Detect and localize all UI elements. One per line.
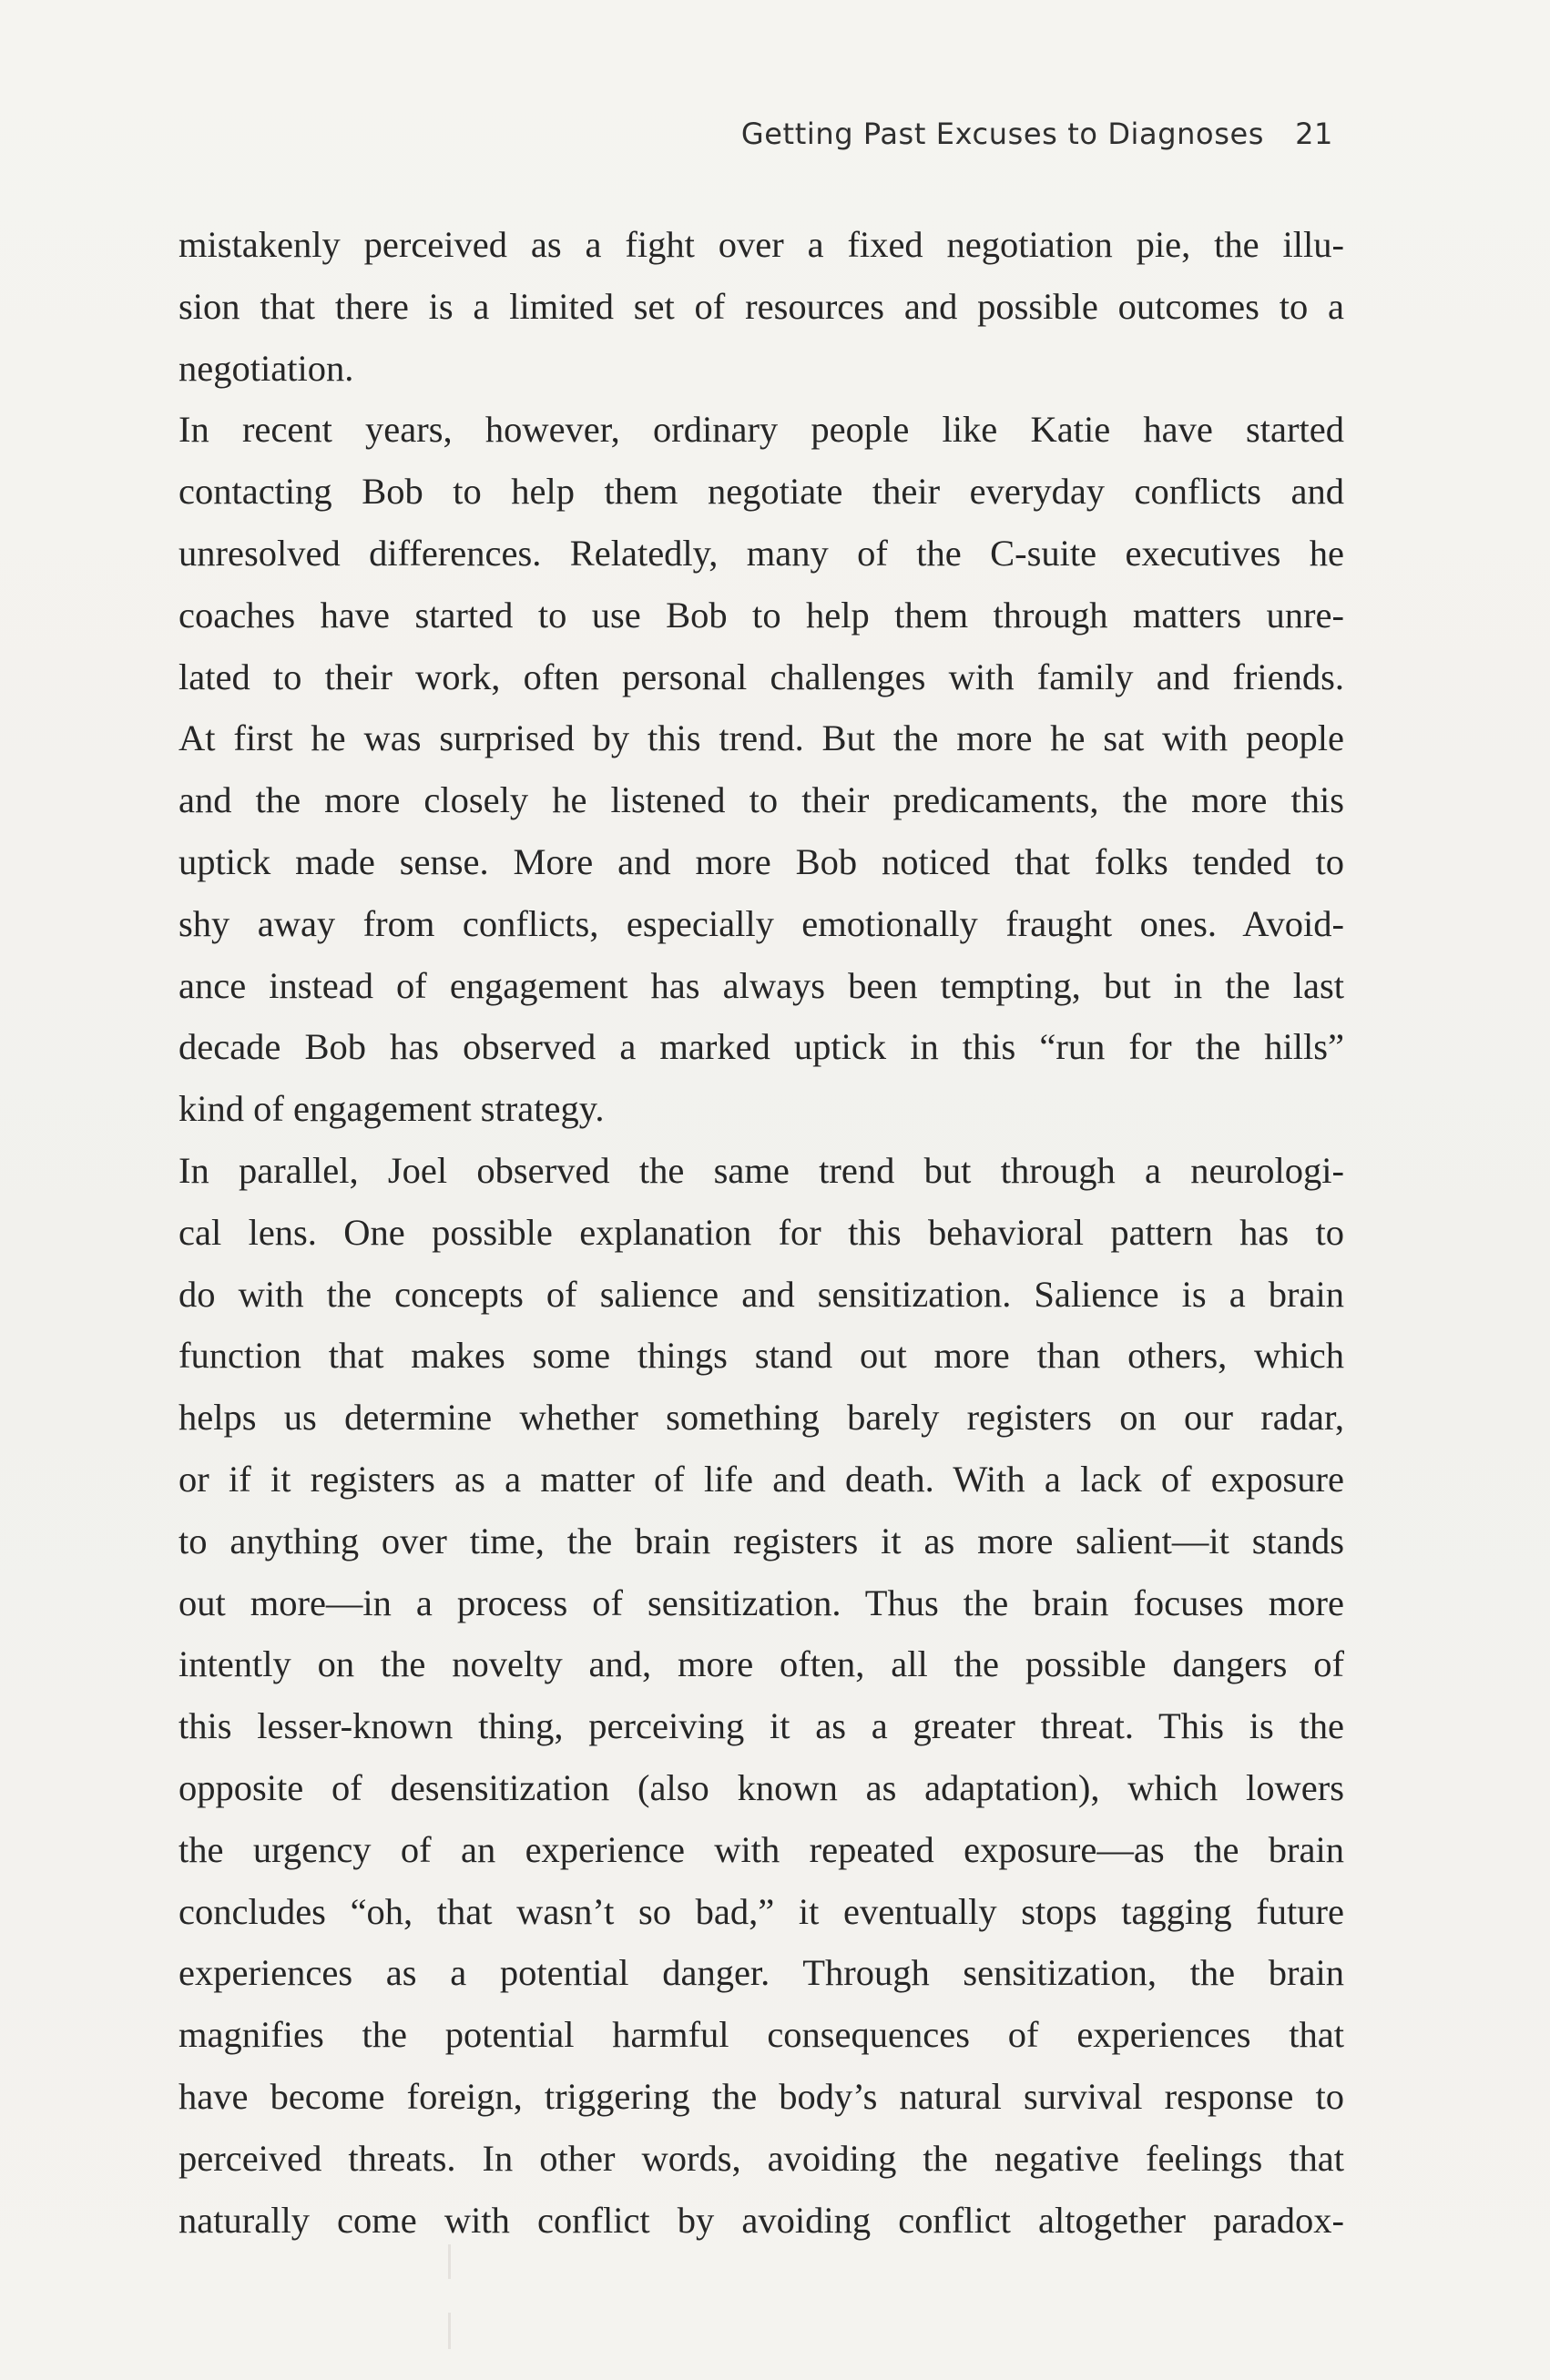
text-line: In recent years, however, ordinary people like Katie have started (178, 409, 1344, 451)
text-line: coaches have started to use Bob to help them through matters unre- (178, 594, 1344, 636)
text-line: decade Bob has observed a marked uptick in this “run for the hills” (178, 1026, 1344, 1068)
text-line: the urgency of an experience with repeated exposure—as the brain (178, 1828, 1344, 1870)
text-line: opposite of desensitization (also known as adaptation), which lowers (178, 1766, 1344, 1808)
text-line: shy away from conflicts, especially emotionally fraught ones. Avoid- (178, 902, 1344, 944)
text-line: contacting Bob to help them negotiate their everyday conflicts and (178, 471, 1344, 513)
running-head-title: Getting Past Excuses to Diagnoses (740, 117, 1265, 151)
text-line: lated to their work, often personal challenges with family and friends. (178, 656, 1344, 697)
body-text (178, 214, 1344, 2251)
text-line: have become foreign, triggering the body’s natural survival response to (178, 2075, 1344, 2117)
text-line: cal lens. One possible explanation for this behavioral pattern has to (178, 1211, 1344, 1253)
text-line: mistakenly perceived as a fight over a fixed negotiation pie, the illu- (178, 224, 1344, 265)
text-line: out more—in a process of sensitization. Thus the brain focuses more (178, 1582, 1344, 1623)
text-line: magnifies the potential harmful consequences of experiences that (178, 2014, 1344, 2056)
page-number: 21 (1295, 117, 1333, 151)
text-line: this lesser-known thing, perceiving it as a greater threat. This is the (178, 1705, 1344, 1747)
text-line: In parallel, Joel observed the same trend but through a neurologi- (178, 1149, 1344, 1191)
text-line: function that makes some things stand out more than others, which (178, 1335, 1344, 1377)
text-line: concludes “oh, that wasn’t so bad,” it eventually stops tagging future (178, 1890, 1344, 1932)
paper-blemish (448, 2244, 451, 2279)
text-line: or if it registers as a matter of life and death. With a lack of exposure (178, 1458, 1344, 1500)
paper-blemish (448, 2313, 451, 2349)
text-line: negotiation. (178, 347, 354, 389)
text-line: intently on the novelty and, more often, all the possible dangers of (178, 1643, 1344, 1685)
text-line: kind of engagement strategy. (178, 1088, 605, 1130)
text-line: to anything over time, the brain registers it as more salient—it stands (178, 1520, 1344, 1561)
text-line: do with the concepts of salience and sensitization. Salience is a brain (178, 1273, 1344, 1315)
text-line: and the more closely he listened to their predicaments, the more this (178, 779, 1344, 821)
text-line: sion that there is a limited set of resources and possible outcomes to a (178, 285, 1344, 327)
text-line: At first he was surprised by this trend. But the more he sat with people (178, 717, 1344, 759)
text-line: perceived threats. In other words, avoiding the negative feelings that (178, 2137, 1344, 2179)
text-line: ance instead of engagement has always been tempting, but in the last (178, 964, 1344, 1006)
text-line: experiences as a potential danger. Through sensitization, the brain (178, 1952, 1344, 1994)
text-line: helps us determine whether something barely registers on our radar, (178, 1397, 1344, 1439)
running-head (741, 117, 1333, 151)
text-line: unresolved differences. Relatedly, many of the C-suite executives he (178, 532, 1344, 574)
text-line: uptick made sense. More and more Bob noticed that folks tended to (178, 840, 1344, 882)
text-line: naturally come with conflict by avoiding conflict altogether paradox- (178, 2199, 1344, 2241)
